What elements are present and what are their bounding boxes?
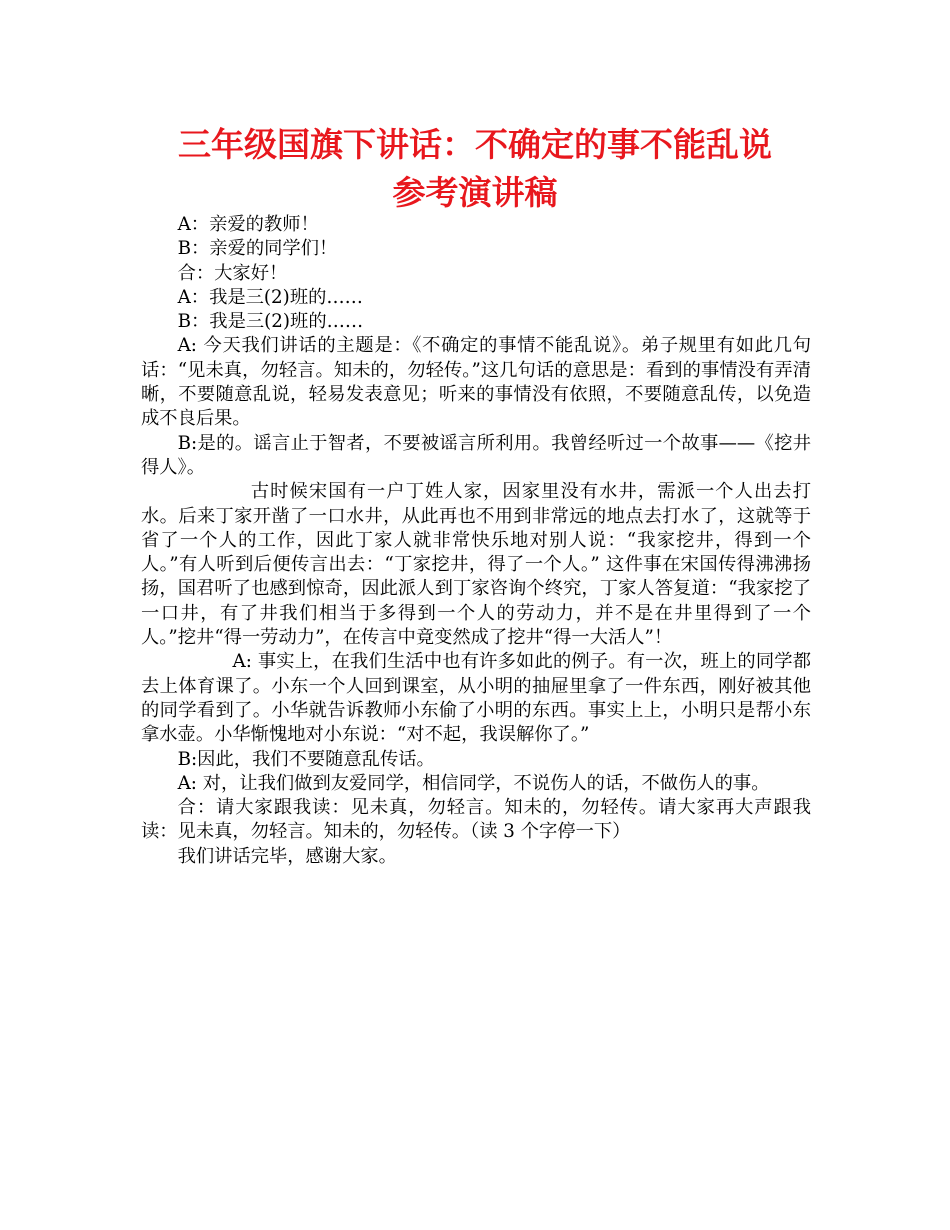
- story-paragraph: 古时候宋国有一户丁姓人家，因家里没有水井，需派一个人出去打水。后来丁家开凿了一口水井，从此再也不用到非常远的地点去打水了，这就等于省了一个人的工作，因此丁家人就非常快乐地对别人说：“我家挖井，得到一个人。”有人听到后便传言出去：“丁家挖井，得了一个人。” 这件事在宋国传得沸沸扬扬，国君听了也感到惊奇，因此派人到丁家咨询个终究，丁家人答复道：“我家挖了一口井，有了井我们相当于多得到一个人的劳动力，并不是在井里得到了一个人。”挖井“得一劳动力”，在传言中竟变然成了挖井“得一大活人”！: [141, 481, 811, 649]
- rumor-paragraph: B:是的。谣言止于智者，不要被谣言所利用。我曾经听过一个故事——《挖井得人》。: [141, 432, 811, 478]
- topic-paragraph: A: 今天我们讲话的主题是：《不确定的事情不能乱说》。弟子规里有如此几句话：“见未真，勿轻言。知未的，勿轻传。”这几句话的意思是：看到的事情没有弄清晰，不要随意乱说，轻易发表意见；听来的事情没有依照，不要随意乱传，以免造成不良后果。: [141, 335, 811, 430]
- example-paragraph: A: 事实上，在我们生活中也有许多如此的例子。有一次，班上的同学都去上体育课了。小东一个人回到课室，从小明的抽屉里拿了一件东西，刚好被其他的同学看到了。小华就告诉教师小东偷了小明的东西。事实上上，小明只是帮小东拿水壶。小华惭愧地对小东说：“对不起，我误解你了。”: [141, 651, 811, 746]
- conclusion-b: B:因此，我们不要随意乱传话。: [177, 748, 435, 770]
- recite-together: 合：请大家跟我读：见未真，勿轻言。知未的，勿轻传。请大家再大声跟我读：见未真，勿轻言。知未的，勿轻传。（读 3 个字停一下）: [141, 797, 811, 843]
- conclusion-a: A: 对，让我们做到友爱同学，相信同学，不说伤人的话，不做伤人的事。: [177, 772, 770, 794]
- intro-b: B：我是三(2)班的……: [177, 311, 364, 333]
- greeting-b: B：亲爱的同学们！: [177, 238, 338, 260]
- title-line-2: 参考演讲稿: [392, 173, 558, 212]
- closing-line: 我们讲话完毕，感谢大家。: [177, 845, 397, 867]
- title-line-1: 三年级国旗下讲话：不确定的事不能乱说: [178, 125, 772, 164]
- greeting-a: A：亲爱的教师！: [177, 214, 319, 235]
- speech-body: [141, 213, 811, 869]
- intro-a: A：我是三(2)班的……: [177, 286, 363, 308]
- greeting-together: 合：大家好！: [177, 262, 288, 284]
